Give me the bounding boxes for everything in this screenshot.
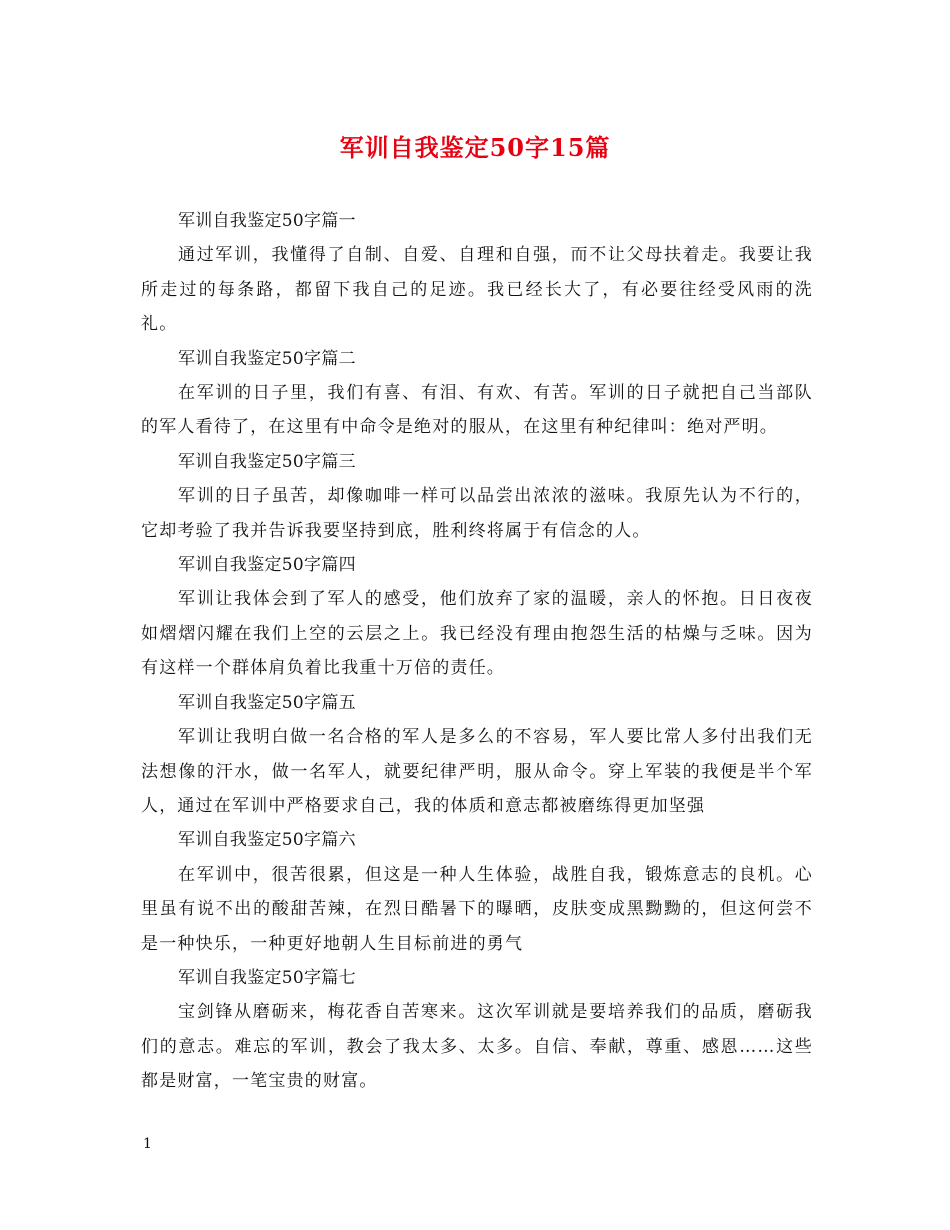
page-number: 1 xyxy=(143,1136,152,1152)
section-paragraph: 通过军训，我懂得了自制、自爱、自理和自强，而不让父母扶着走。我要让我所走过的每条路，都留下我自己的足迹。我已经长大了，有必要往经受风雨的洗礼。 xyxy=(141,245,813,335)
document-body xyxy=(141,204,813,1099)
section-heading: 军训自我鉴定50字篇一 xyxy=(178,211,356,231)
section-paragraph: 宝剑锋从磨砺来，梅花香自苦寒来。这次军训就是要培养我们的品质，磨砺我们的意志。难忘的军训，教会了我太多、太多。自信、奉献，尊重、感恩……这些都是财富，一笔宝贵的财富。 xyxy=(141,1002,813,1092)
document-title: 军训自我鉴定50字15篇 xyxy=(339,133,611,162)
section-paragraph: 军训的日子虽苦，却像咖啡一样可以品尝出浓浓的滋味。我原先认为不行的，它却考验了我并告诉我要坚持到底，胜利终将属于有信念的人。 xyxy=(141,486,813,541)
section-paragraph: 军训让我明白做一名合格的军人是多么的不容易，军人要比常人多付出我们无法想像的汗水，做一名军人，就要纪律严明，服从命令。穿上军装的我便是半个军人，通过在军训中严格要求自己，我的体质和意志都被磨练得更加坚强 xyxy=(141,727,813,816)
section-heading: 军训自我鉴定50字篇四 xyxy=(178,555,356,576)
section-heading: 军训自我鉴定50字篇五 xyxy=(178,692,356,713)
section-heading: 军训自我鉴定50字篇三 xyxy=(178,451,356,472)
section-paragraph: 在军训的日子里，我们有喜、有泪、有欢、有苦。军训的日子就把自己当部队的军人看待了，在这里有中命令是绝对的服从，在这里有种纪律叫：绝对严明。 xyxy=(141,383,813,438)
section-paragraph: 军训让我体会到了军人的感受，他们放弃了家的温暖，亲人的怀抱。日日夜夜如熠熠闪耀在我们上空的云层之上。我已经没有理由抱怨生活的枯燥与乏味。因为有这样一个群体肩负着比我重十万倍的责任。 xyxy=(141,589,813,679)
section-heading: 军训自我鉴定50字篇七 xyxy=(178,967,356,988)
section-paragraph: 在军训中，很苦很累，但这是一种人生体验，战胜自我，锻炼意志的良机。心里虽有说不出的酸甜苦辣，在烈日酷暑下的曝晒，皮肤变成黑黝黝的，但这何尝不是一种快乐，一种更好地朝人生目标前进的勇气 xyxy=(141,864,813,954)
section-heading: 军训自我鉴定50字篇二 xyxy=(178,348,356,369)
section-heading: 军训自我鉴定50字篇六 xyxy=(178,830,356,851)
